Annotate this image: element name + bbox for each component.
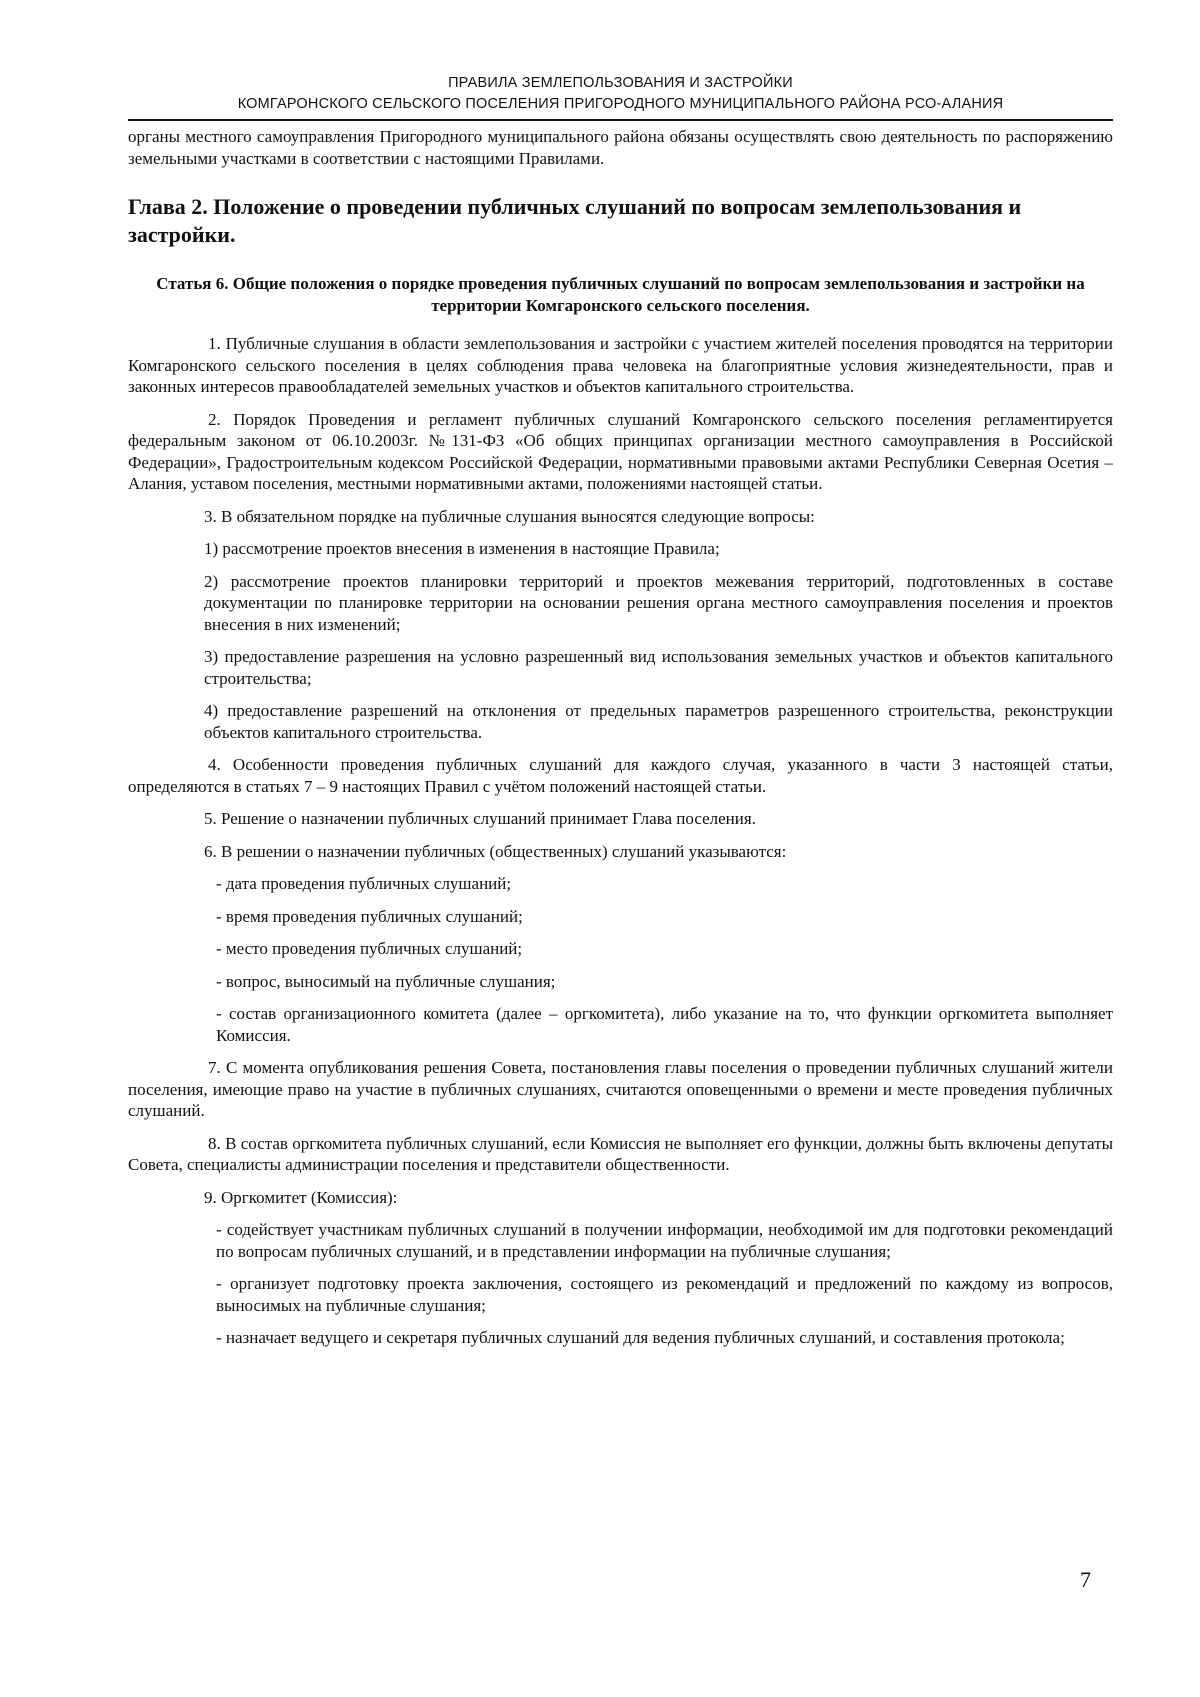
list-item: - назначает ведущего и секретаря публичных слушаний для ведения публичных слушаний, и составления протокола; xyxy=(216,1328,1065,1347)
paragraph-3: 3. В обязательном порядке на публичные слушания выносятся следующие вопросы: xyxy=(204,506,815,526)
list-item: - организует подготовку проекта заключения, состоящего из рекомендаций и предложений по каждому из вопросов, выносимых на публичные слушания; xyxy=(216,1274,1113,1315)
list-item: 3) предоставление разрешения на условно разрешенный вид использования земельных участков и объектов капитального строительства; xyxy=(204,647,1113,688)
paragraph-9: 9. Оргкомитет (Комиссия): xyxy=(204,1187,398,1207)
running-header xyxy=(128,73,1113,115)
document-body xyxy=(128,126,1113,1349)
paragraph-4: 4. Особенности проведения публичных слушаний для каждого случая, указанного в части 3 настоящей статьи, определяются в статьях 7 – 9 настоящих Правил с учётом положений настоящей статьи. xyxy=(128,755,1113,796)
paragraph-8: 8. В состав оргкомитета публичных слушаний, если Комиссия не выполняет его функции, должны быть включены депутаты Совета, специалисты администрации поселения и представители общественности. xyxy=(128,1133,1113,1174)
chapter-title: Глава 2. Положение о проведении публичных слушаний по вопросам землепользования и застройки. xyxy=(128,194,1022,247)
paragraph-6: 6. В решении о назначении публичных (общественных) слушаний указываются: xyxy=(204,841,787,861)
paragraph-1: 1. Публичные слушания в области землепользования и застройки с участием жителей поселения проводятся на территории Комгаронского сельского поселения в целях соблюдения права человека на благоприятные условия жизнедеятельности, прав и законных интересов правообладателей земельных участков и объектов капитального строительства. xyxy=(128,334,1113,396)
list-item: 4) предоставление разрешений на отклонения от предельных параметров разрешенного строительства, реконструкции объектов капитального строительства. xyxy=(204,701,1113,742)
list-item: 2) рассмотрение проектов планировки территорий и проектов межевания территорий, подготовленных в составе документации по планировке территории на основании решения органа местного самоуправления поселения и проектов внесения в них изменений; xyxy=(204,571,1113,634)
list-item: - содействует участникам публичных слушаний в получении информации, необходимой им для подготовки рекомендаций по вопросам публичных слушаний, и в представлении информации на публичные слушания; xyxy=(216,1220,1113,1261)
list-item: 1) рассмотрение проектов внесения в изменения в настоящие Правила; xyxy=(204,539,720,558)
list-item: - место проведения публичных слушаний; xyxy=(216,939,523,958)
list-item: - дата проведения публичных слушаний; xyxy=(216,874,512,893)
list-item: - состав организационного комитета (далее – оргкомитета), либо указание на то, что функции оргкомитета выполняет Комиссия. xyxy=(216,1004,1113,1045)
article-title: Статья 6. Общие положения о порядке проведения публичных слушаний по вопросам землепользования и застройки на территории Комгаронского сельского поселения. xyxy=(156,274,1085,315)
header-rule xyxy=(128,119,1113,121)
list-item: - вопрос, выносимый на публичные слушания; xyxy=(216,971,556,991)
paragraph-7: 7. С момента опубликования решения Совета, постановления главы поселения о проведении публичных слушаний жители поселения, имеющие право на участие в публичных слушаниях, считаются оповещенными о времени и месте проведения публичных слушаний. xyxy=(128,1058,1113,1120)
paragraph-2: 2. Порядок Проведения и регламент публичных слушаний Комгаронского сельского поселения регламентируется федеральным законом от 06.10.2003г. №131-ФЗ «Об общих принципах организации местного самоуправления в Российской Федерации», Градостроительным кодексом Российской Федерации, нормативными правовыми актами Республики Северная Осетия – Алания, уставом поселения, местными нормативными актами, положениями настоящей статьи. xyxy=(128,409,1113,493)
list-item: - время проведения публичных слушаний; xyxy=(216,906,523,926)
page-number: 7 xyxy=(1080,1567,1091,1592)
header-line-1: ПРАВИЛА ЗЕМЛЕПОЛЬЗОВАНИЯ И ЗАСТРОЙКИ xyxy=(448,75,793,91)
intro-paragraph: органы местного самоуправления Пригородного муниципального района обязаны осуществлять свою деятельность по распоряжению земельными участками в соответствии с настоящими Правилами. xyxy=(128,127,1113,168)
header-line-2: КОМГАРОНСКОГО СЕЛЬСКОГО ПОСЕЛЕНИЯ ПРИГОРОДНОГО МУНИЦИПАЛЬНОГО РАЙОНА РСО-АЛАНИЯ xyxy=(237,96,1004,112)
paragraph-5: 5. Решение о назначении публичных слушаний принимает Глава поселения. xyxy=(204,809,756,828)
